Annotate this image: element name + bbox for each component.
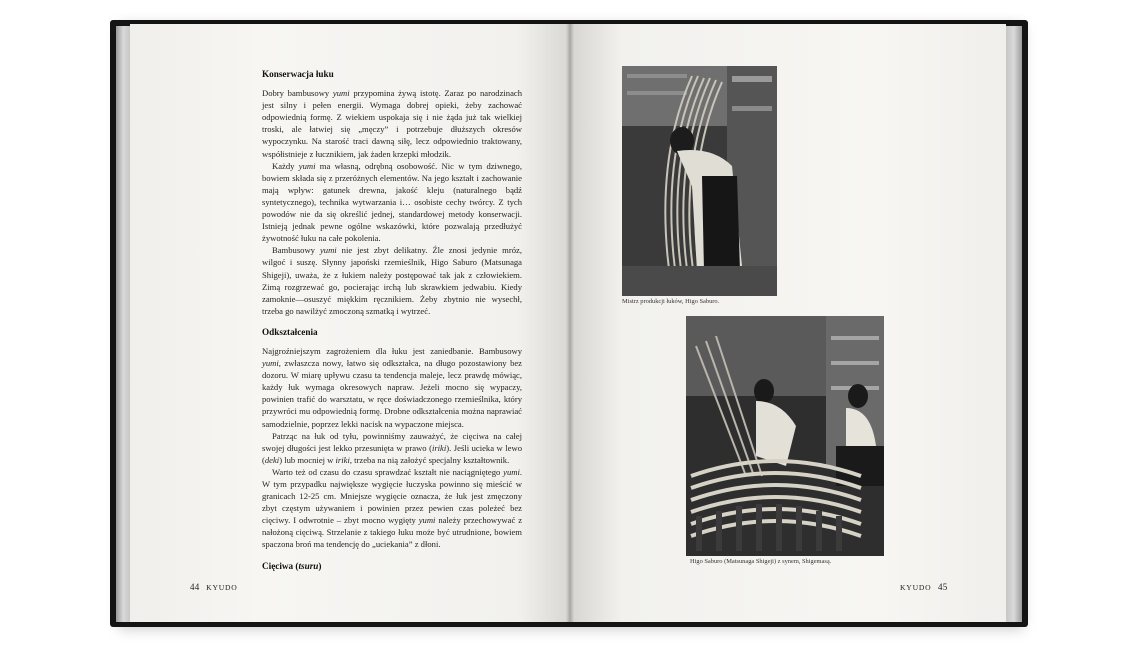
right-folio	[900, 582, 952, 592]
caption-photo-1: Mistrz produkcji łuków, Higo Saburo.	[622, 298, 720, 305]
italic-term: iriki	[335, 454, 350, 465]
italic-term: yumi	[418, 515, 436, 526]
italic-term: yumi	[262, 358, 279, 369]
paragraph-3: Bambusowy yumi nie jest zbyt delikatny. Źle znosi jedynie mróz, wilgoć i suszę. Słynny japoński rzemieślnik, Higo Saburo (Matsunaga Shigeji), uważa, że z łukiem należy postępować tak jak z człowiekiem. Zimą rozgrzewać go, pocierając irchą lub skrawkiem jedwabiu. Kiedy zamoknie—osuszyć miękkim ręcznikiem. Żeby zbytnio nie wysechł, trzeba go nawilżyć zmoczoną szmatką i wytrzeć.	[262, 245, 522, 316]
heading-odksztalcenia: Odkształcenia	[262, 326, 318, 337]
heading-cieciwa-end: )	[318, 560, 322, 571]
paragraph-6: Warto też od czasu do czasu sprawdzać kształt nie naciągniętego yumi. W tym przypadku największe wygięcie łuczyska powinno się mieścić w granicach 12-25 cm. Mniejsze wygięcie oznacza, że łuk jest zmęczony zbyt częstym używaniem i powinien przez pewien czas poleżeć bez cięciwy. I odwrotnie – zbyt mocno wygięty yumi należy przechowywać z nałożoną cięciwą. Strzelanie z takiego łuku może być utrudnione, bowiem spaczona broń ma tendencję do „uciekania” z dłoni.	[262, 466, 523, 550]
heading-konserwacja: Konserwacja łuku	[262, 69, 334, 79]
page-number-left: 44	[190, 582, 200, 592]
photo-bow-master	[622, 66, 777, 296]
photo-father-son-image	[686, 316, 884, 556]
right-page	[570, 24, 1006, 622]
page-number-right: 45	[937, 582, 948, 592]
book-spine-gutter	[566, 24, 574, 622]
left-page-text	[262, 68, 522, 579]
running-head-right: KYUDO	[900, 583, 932, 592]
italic-term: yumi	[298, 160, 316, 171]
italic-term: yumi	[332, 88, 350, 99]
paragraph-1: Dobry bambusowy yumi przypomina żywą istotę. Zaraz po narodzinach jest silny i pełen energii. Wymaga dobrej opieki, żeby zachować odpowiednią formę. Z wiekiem uspokaja się i nie żąda już tak wielkiej troski, ale łatwiej się „męczy” i potrzebuje dłuższych okresów wypoczynku. Na starość traci dawną siłę, lecz odpowiednio traktowany, współistnieje z łucznikiem, jak żaden krzepki młodzik.	[262, 88, 522, 159]
heading-cieciwa	[262, 560, 522, 572]
photo-bow-master-image	[622, 66, 777, 296]
left-page	[130, 24, 570, 622]
paragraph-4: Najgroźniejszym zagrożeniem dla łuku jest zaniedbanie. Bambusowy yumi, zwłaszcza nowy, łatwo się odkształca, na długo pozostawiony bez dozoru. W miarę upływu czasu ta tendencja maleje, lecz prawdę mówiąc, każdy łuk wymaga okresowych napraw. Jeżeli mocno się wypaczy, powinien trafić do warsztatu, w ręce doświadczonego rzemieślnika, który przywróci mu odpowiednią formę. Drobne odkształcenia można naprawiać samodzielnie, poprzez lekki nacisk na wypaczone miejsca.	[262, 345, 522, 429]
italic-term: iriki	[431, 442, 447, 453]
photo-father-son	[686, 316, 884, 556]
running-head-left: KYUDO	[206, 583, 238, 592]
paragraph-5: Patrząc na łuk od tyłu, powinniśmy zauważyć, że cięciwa na całej swojej długości jest lekko przesunięta w prawo (iriki). Jeśli ucieka w lewo (deki) lub mocniej w iriki, trzeba na nią założyć specjalny kształtownik.	[262, 430, 522, 465]
italic-term: deki	[264, 454, 280, 465]
left-folio	[190, 582, 238, 592]
italic-term: yumi	[503, 466, 520, 477]
heading-cieciwa-main: Cięciwa (	[262, 560, 299, 571]
paragraph-2: Każdy yumi ma własną, odrębną osobowość. Nic w tym dziwnego, bowiem składa się z przeróżnych elementów. Na jego kształt i zachowanie mają wpływ: gatunek drewna, jakość kleju (naturalnego bądź syntetycznego), technika wytwarzania i… osobiste cechy twórcy. Z tych powodów nie da się określić jednej, standardowej metody konserwacji. Istnieją jednak pewne ogólne wskazówki, które pozwalają przedłużyć żywotność łuku na całe pokolenia.	[262, 160, 523, 244]
heading-cieciwa-italic: tsuru	[298, 560, 319, 571]
caption-photo-2: Higo Saburo (Matsunaga Shigeji) z synem, Shigemasą.	[690, 558, 832, 565]
italic-term: yumi	[319, 245, 337, 256]
